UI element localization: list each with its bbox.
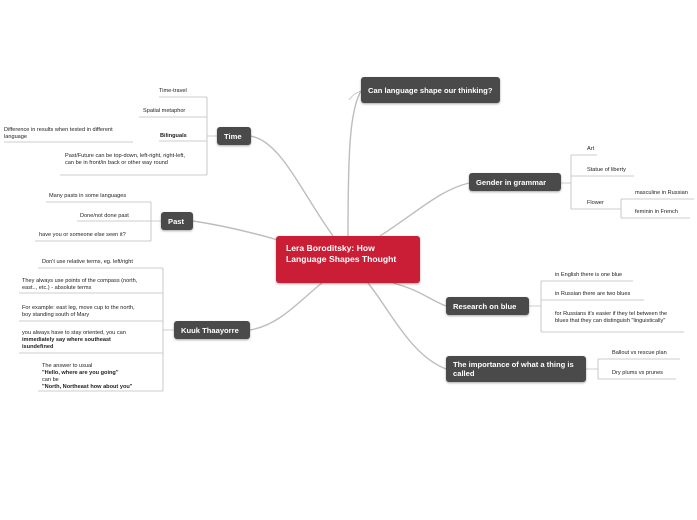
importance-item-plums: Dry plums vs prunes — [612, 370, 663, 376]
topic-gender-in-grammar[interactable]: Gender in grammar — [469, 173, 561, 191]
time-item-spatial-metaphor: Spatial metaphor — [143, 108, 186, 114]
topic-past[interactable]: Past — [161, 212, 193, 230]
past-item-have-you-seen: have you or someone else seen it? — [39, 232, 126, 238]
gender-item-statue: Statue of liberty — [587, 167, 626, 173]
topic-kuuk-thaayorre[interactable]: Kuuk Thaayorre — [174, 321, 250, 339]
past-item-done-not-done: Done/not done past — [80, 213, 129, 219]
gender-item-art: Art — [587, 146, 595, 152]
gender-item-masculine: masculine in Russian — [635, 190, 688, 196]
central-topic[interactable]: Lera Boroditsky: How Language Shapes Thought — [276, 236, 420, 283]
time-item-time-travel: Time-travel — [159, 88, 187, 94]
kuuk-answer-line4: "North, Northeast how about you" — [42, 384, 133, 390]
blue-item-english: in English there is one blue — [555, 272, 623, 278]
time-item-difference: Difference in results when tested in different language — [4, 127, 113, 140]
time-item-past-future: Past/Future can be top-down, left-right, right-left, can be in front/in back or other way round — [65, 153, 186, 166]
past-item-many-pasts: Many pasts in some languages — [49, 193, 127, 199]
topic-time[interactable]: Time — [217, 127, 251, 145]
kuuk-answer-line1: The answer to usual — [42, 363, 93, 369]
kuuk-oriented-line1: you always have to stay oriented, you can — [22, 330, 126, 336]
kuuk-item-answer — [42, 363, 162, 391]
kuuk-answer-line2: "Hello, where are you going" — [42, 370, 119, 376]
kuuk-oriented-line3: isundefined — [22, 344, 54, 350]
kuuk-item-compass: They always use points of the compass (north, east.., etc.) - absolute terms — [22, 278, 138, 291]
gender-item-feminin: feminin in French — [635, 209, 678, 215]
kuuk-oriented-line2: immediately say where southeast — [22, 337, 111, 343]
topic-research-on-blue[interactable]: Research on blue — [446, 297, 529, 315]
gender-item-flower: Flower — [587, 200, 604, 206]
kuuk-answer-line3: can be — [42, 377, 59, 383]
topic-importance-of-naming[interactable]: The importance of what a thing is called — [446, 356, 586, 382]
time-item-bilinguals: Bilinguals — [160, 133, 187, 139]
kuuk-item-relative-terms: Don't use relative terms, eg. left/right — [42, 259, 133, 265]
blue-item-russian: in Russian there are two blues — [555, 291, 631, 297]
blue-item-distinguish: for Russians it's easier if they tel between the blues that they can distinguish "linguistically" — [555, 311, 668, 324]
importance-item-bailout: Ballout vs rescue plan — [612, 350, 667, 356]
topic-can-language[interactable]: Can language shape our thinking? — [361, 77, 500, 103]
kuuk-item-example: For example: east leg, move cup to the north, boy standing south of Mary — [22, 305, 135, 318]
kuuk-item-oriented — [22, 330, 152, 351]
